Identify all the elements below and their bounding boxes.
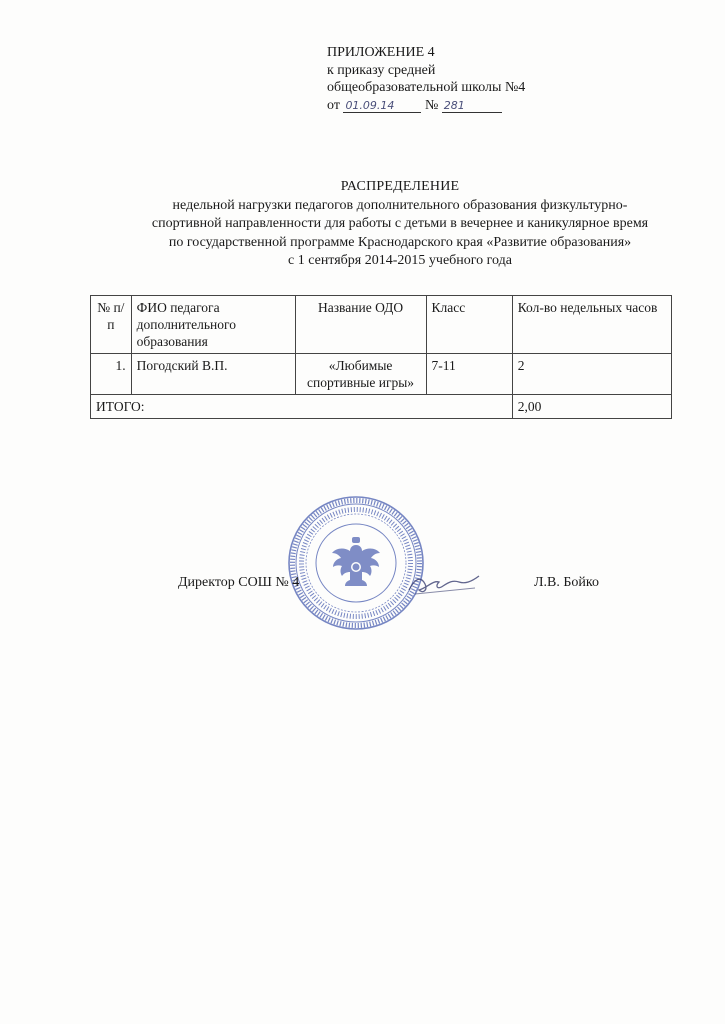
table-header-row: [91, 296, 672, 354]
cell-odo: «Любимые спортивные игры»: [295, 354, 426, 395]
cell-num: 1.: [91, 354, 132, 395]
document-heading: [80, 178, 720, 271]
director-name: Л.В. Бойко: [534, 575, 599, 590]
appendix-line1: к приказу средней: [327, 62, 436, 78]
table-row: [91, 354, 672, 395]
cell-class: 7-11: [426, 354, 512, 395]
heading-line3: по государственной программе Краснодарского края «Развитие образования»: [168, 234, 632, 250]
number-label: №: [424, 97, 439, 113]
cell-fio: Погодский В.П.: [131, 354, 295, 395]
handwritten-number: 281: [442, 99, 502, 113]
cell-hours: 2: [512, 354, 671, 395]
appendix-title: ПРИЛОЖЕНИЕ 4: [327, 45, 435, 60]
from-label: от: [327, 97, 340, 113]
school-seal-stamp: [286, 493, 426, 633]
header-num: № п/п: [91, 296, 132, 354]
heading-line2: спортивной направленности для работы с детьми в вечернее и каникулярное время: [151, 216, 649, 231]
heading-line1: недельной нагрузки педагогов дополнительного образования физкультурно-: [172, 197, 628, 213]
total-label: ИТОГО:: [91, 395, 513, 419]
header-odo: Название ОДО: [295, 296, 426, 354]
header-fio: ФИО педагога дополнительного образования: [131, 296, 295, 354]
table-total-row: [91, 395, 672, 419]
header-hours: Кол-во недельных часов: [512, 296, 671, 354]
header-class: Класс: [426, 296, 512, 354]
heading-line4: с 1 сентября 2014-2015 учебного года: [288, 253, 512, 268]
handwritten-date: 01.09.14: [343, 99, 421, 113]
appendix-block: [327, 44, 525, 114]
distribution-table: [90, 295, 672, 419]
handwritten-signature: [405, 570, 485, 600]
total-value: 2,00: [512, 395, 671, 419]
appendix-date-number-row: [327, 97, 525, 115]
appendix-line2: общеобразовательной школы №4: [327, 80, 526, 95]
director-position: Директор СОШ № 4: [178, 575, 300, 590]
document-title: РАСПРЕДЕЛЕНИЕ: [340, 179, 460, 194]
